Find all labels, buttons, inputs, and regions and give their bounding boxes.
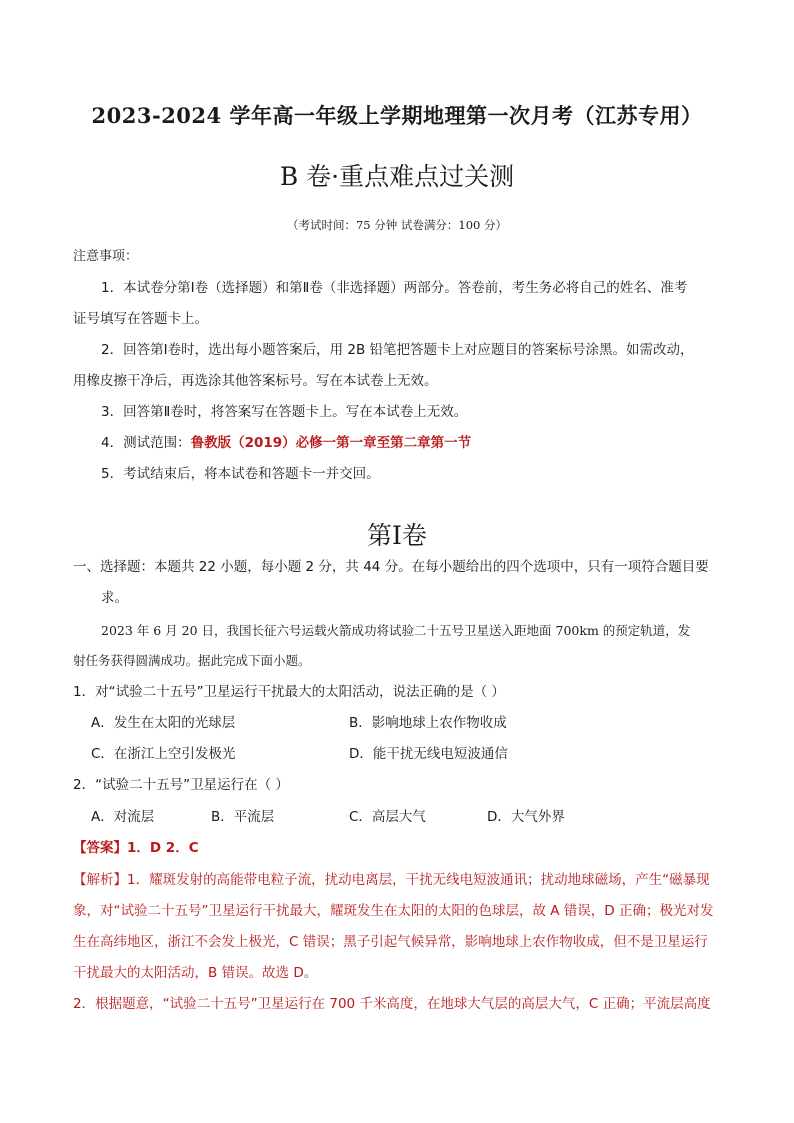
question-1-stem: 1．对“试验二十五号”卫星运行干扰最大的太阳活动，说法正确的是（ ） [73,684,505,700]
analysis-line-2: 象，对“试验二十五号”卫星运行干扰最大，耀斑发生在太阳的太阳的色球层，故 A 错误，D 正确；极光对发 [73,903,714,919]
question-2-stem: 2．“试验二十五号”卫星运行在（ ） [73,777,289,793]
analysis-line-3: 生在高纬地区，浙江不会发上极光，C 错误；黑子引起气候异常，影响地球上农作物收成，但不是卫星运行 [73,934,708,950]
note-2-line-1: 2．回答第Ⅰ卷时，选出每小题答案后，用 2B 铅笔把答题卡上对应题目的答案标号涂黑。如需改动， [101,342,694,358]
question-1-option-d: D．能干扰无线电短波通信 [349,746,508,762]
question-1-option-c: C．在浙江上空引发极光 [91,746,236,762]
section-title: 第Ⅰ卷 [367,521,427,550]
question-1-option-b: B．影响地球上农作物收成 [349,715,507,731]
instructions-line-2: 求。 [101,590,128,606]
exam-time-score: （考试时间：75 分钟 试卷满分：100 分） [286,218,508,232]
exam-subtitle: B 卷·重点难点过关测 [279,162,515,191]
question-2-option-b: B．平流层 [211,809,275,825]
analysis-line-5: 2．根据题意，“试验二十五号”卫星运行在 700 千米高度，在地球大气层的高层大气，C 正确；平流层高度 [73,996,711,1012]
question-2-option-c: C．高层大气 [349,809,426,825]
note-4-prefix: 4．测试范围： [101,435,191,451]
test-scope: 鲁教版（2019）必修一第一章至第二章第一节 [190,435,472,451]
note-2-line-2: 用橡皮擦干净后，再选涂其他答案标号。写在本试卷上无效。 [73,373,438,389]
passage-line-2: 射任务获得圆满成功。据此完成下面小题。 [73,653,311,668]
exam-title: 2023-2024 学年高一年级上学期地理第一次月考（江苏专用） [91,103,703,128]
note-5: 5．考试结束后，将本试卷和答题卡一并交回。 [101,466,380,482]
note-1-line-2: 证号填写在答题卡上。 [73,311,208,327]
question-1-option-a: A．发生在太阳的光球层 [91,715,236,731]
instructions-line-1: 一、选择题：本题共 22 小题，每小题 2 分，共 44 分。在每小题给出的四个选项中，只有一项符合题目要 [73,559,709,575]
question-2-option-d: D．大气外界 [487,809,565,825]
passage-line-1: 2023 年 6 月 20 日，我国长征六号运载火箭成功将试验二十五号卫星送入距地面 700km 的预定轨道，发 [101,623,691,638]
note-1-line-1: 1．本试卷分第Ⅰ卷（选择题）和第Ⅱ卷（非选择题）两部分。答卷前，考生务必将自己的姓名、准考 [101,280,688,296]
analysis-line-4: 干扰最大的太阳活动，B 错误。故选 D。 [73,965,318,981]
notes-heading: 注意事项： [73,249,139,264]
note-4 [101,433,471,453]
note-3: 3．回答第Ⅱ卷时，将答案写在答题卡上。写在本试卷上无效。 [101,404,468,420]
analysis-line-1: 【解析】1．耀斑发射的高能带电粒子流，扰动电离层，干扰无线电短波通讯；扰动地球磁场，产生“磁暴现 [73,872,710,888]
answer-key: 【答案】1．D 2．C [73,840,199,856]
question-2-option-a: A．对流层 [91,809,155,825]
